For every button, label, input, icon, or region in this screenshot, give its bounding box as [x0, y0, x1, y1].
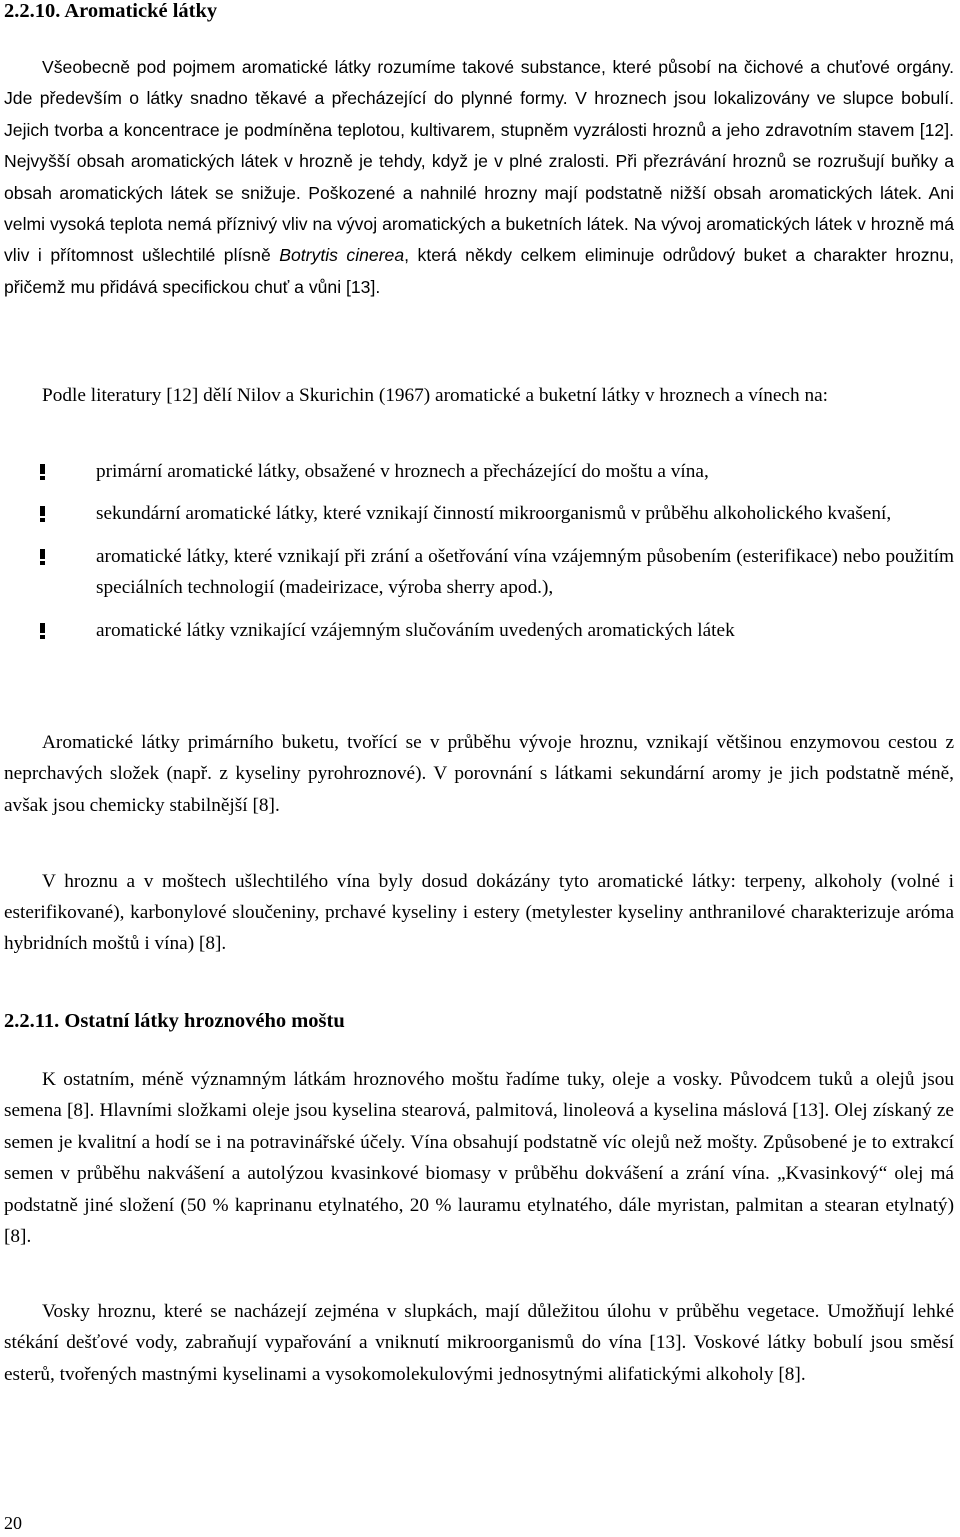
list-item: sekundární aromatické látky, které vznikají činností mikroorganismů v průběhu alkoholického kvašení,: [4, 498, 954, 529]
bullet-icon: [38, 464, 47, 480]
paragraph-waxes: Vosky hroznu, které se nacházejí zejména v slupkách, mají důležitou úlohu v průběhu vegetace. Umožňují lehké stékání dešťové vody, zabraňují vypařování a vniknutí mikroorganismů do vína [13]. Voskové látky bobulí jsou směsí esterů, tvořených mastnými kyselinami a vysokomolekulovými jednosytnými alifatickými alkoholy [8].: [4, 1301, 954, 1385]
paragraph-fats-oils: K ostatním, méně významným látkám hroznového moštu řadíme tuky, oleje a vosky. Původcem tuků a olejů jsou semena [8]. Hlavními složkami oleje jsou kyselina stearová, palmitová, linoleová a kyselina máslová [13]. Olej získaný ze semen je kvalitní a hodí se i na potravinářské účely. Vína obsahují podstatně víc olejů než mošty. Způsobené je to extrakcí semen v průběhu nakvášení a autolýzou kvasinkové biomasy v průběhu dokvášení a zrání vína. „Kvasinkový“ olej má podstatně jiné složení (50 % kaprinanu etylnatého, 20 % lauramu etylnatého, dále myristan, palmitan a stearan etylnatý) [8].: [4, 1069, 954, 1248]
page-number: 20: [4, 1513, 22, 1533]
aromatic-classes-list: [4, 456, 954, 646]
section-heading-aromatic: 2.2.10. Aromatické látky: [4, 0, 218, 22]
list-item: aromatické látky vznikající vzájemným slučováním uvedených aromatických látek: [4, 615, 954, 646]
bullet-icon: [38, 623, 47, 639]
section-heading-other: 2.2.11. Ostatní látky hroznového moštu: [4, 1010, 345, 1032]
paragraph-aromatic-intro: [4, 52, 954, 303]
paragraph-text: Všeobecně pod pojmem aromatické látky rozumíme takové substance, které působí na čichové a chuťové orgány. Jde především o látky snadno těkavé a přecházející do plynné formy. V hroznech jsou lokalizovány ve slupce bobulí. Jejich tvorba a koncentrace je podmíněna teplotou, kultivarem, stupněm vyzrálosti hroznů a jeho zdravotním stavem [12]. Nejvyšší obsah aromatických látek v hrozně je tehdy, když je v plné zralosti. Při přezrávání hroznů se rozrušují buňky a obsah aromatických látek se snižuje. Poškozené a nahnilé hrozny mají podstatně nižší obsah aromatických látek. Ani velmi vysoká teplota nemá příznivý vliv na vývoj aromatických a buketních látek. Na vývoj aromatických látek v hrozně má vliv i přítomnost ušlechtilé plísně: [4, 57, 954, 266]
bullet-icon: [38, 549, 47, 565]
italic-species-name: Botrytis cinerea: [279, 245, 405, 266]
paragraph-classification: Podle literatury [12] dělí Nilov a Skurichin (1967) aromatické a buketní látky v hroznech a vínech na:: [42, 385, 829, 406]
paragraph-primary-bouquet: Aromatické látky primárního buketu, tvořící se v průběhu vývoje hroznu, vznikají většinou enzymovou cestou z neprchavých složek (např. z kyseliny pyrohroznové). V porovnání s látkami sekundární aromy je jich podstatně méně, avšak jsou chemicky stabilnější [8].: [4, 732, 954, 816]
list-item: aromatické látky, které vznikají při zrání a ošetřování vína vzájemným působením (esterifikace) nebo použitím speciálních technologií (madeirizace, výroba sherry apod.),: [4, 541, 954, 604]
paragraph-identified-compounds: V hroznu a v moštech ušlechtilého vína byly dosud dokázány tyto aromatické látky: terpeny, alkoholy (volné i esterifikované), karbonylové sloučeniny, prchavé kyseliny i estery (metylester kyseliny anthranilové charakterizuje aróma hybridních moštů i vína) [8].: [4, 871, 954, 954]
bullet-icon: [38, 506, 47, 522]
paragraph-text-tail: , která někdy celkem eliminuje odrůdový buket a charakter hroznu, přičemž mu přidává specifickou chuť a vůni [13].: [4, 245, 955, 297]
list-item: primární aromatické látky, obsažené v hroznech a přecházející do moštu a vína,: [4, 456, 954, 487]
